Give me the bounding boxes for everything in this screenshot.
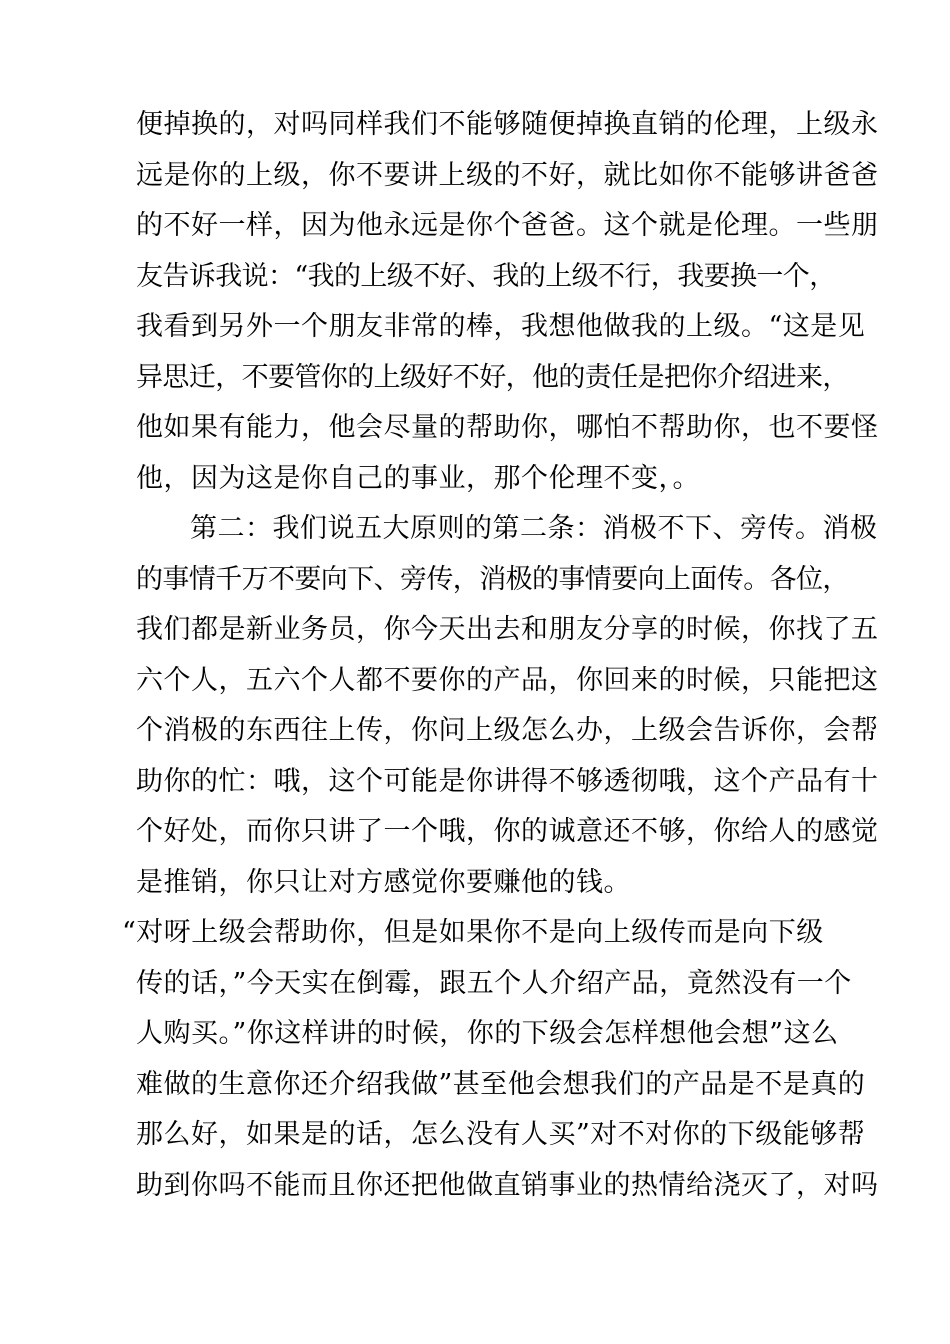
text-line: 传的话，”今天实在倒霉，跟五个人介绍产品，竟然没有一个 [136, 967, 852, 999]
text-line: 我看到另外一个朋友非常的棒，我想他做我的上级。“这是见 [136, 311, 866, 342]
text-line: 个消极的东西往上传，你问上级怎么办，上级会告诉你，会帮 [136, 715, 879, 746]
text-line: 我们都是新业务员，你今天出去和朋友分享的时候，你找了五 [136, 614, 879, 645]
text-line: 个好处，而你只讲了一个哦，你的诚意还不够，你给人的感觉 [136, 816, 879, 847]
paragraph-3 [122, 908, 879, 1211]
text-line: 友告诉我说：“我的上级不好、我的上级不行，我要换一个， [136, 260, 836, 292]
text-line: 远是你的上级，你不要讲上级的不好，就比如你不能够讲爸爸 [136, 159, 879, 191]
text-line: 他，因为这是你自己的事业，那个伦理不变，。 [136, 462, 700, 494]
text-line: 人购买。”你这样讲的时候，你的下级会怎样想他会想”这么 [136, 1018, 839, 1049]
text-line: 第二：我们说五大原则的第二条：消极不下、旁传。消极 [190, 513, 878, 544]
body-text [122, 100, 879, 1211]
paragraph-1 [136, 100, 879, 504]
text-line: 六个人，五六个人都不要你的产品，你回来的时候，只能把这 [136, 664, 879, 696]
text-line: 助到你吗不能而且你还把他做直销事业的热情给浇灭了，对吗 [136, 1169, 879, 1201]
text-line: 便掉换的，对吗同样我们不能够随便掉换直销的伦理，上级永 [136, 109, 879, 140]
text-line: 难做的生意你还介绍我做”甚至他会想我们的产品是不是真的 [136, 1068, 866, 1100]
paragraph-2 [136, 504, 879, 908]
text-line: 他如果有能力，他会尽量的帮助你，哪怕不帮助你，也不要怪 [136, 412, 879, 443]
text-line: 的事情千万不要向下、旁传，消极的事情要向上面传。各位， [136, 563, 849, 595]
text-line: 那么好，如果是的话，怎么没有人买”对不对你的下级能够帮 [136, 1119, 866, 1150]
text-line: 的不好一样，因为他永远是你个爸爸。这个就是伦理。一些朋 [136, 210, 879, 241]
text-line: 异思迁，不要管你的上级好不好，他的责任是把你介绍进来， [136, 361, 849, 393]
text-line: 是推销，你只让对方感觉你要赚他的钱。 [136, 866, 631, 898]
text-line: “对呀上级会帮助你，但是如果你不是向上级传而是向下级 [122, 917, 824, 948]
text-line: 助你的忙：哦，这个可能是你讲得不够透彻哦，这个产品有十 [136, 765, 879, 797]
